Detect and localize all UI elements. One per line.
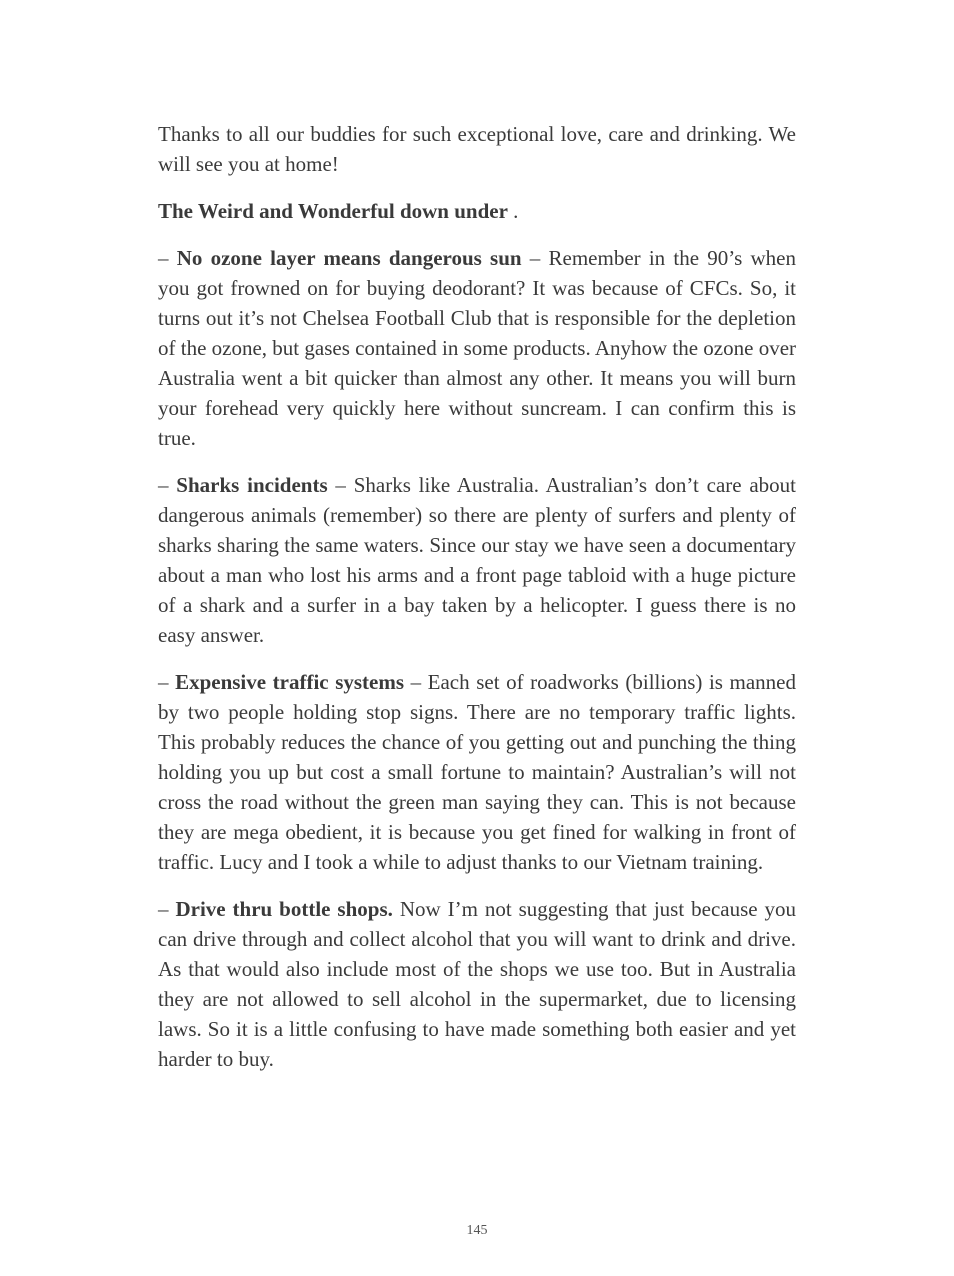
page-body — [158, 119, 796, 1091]
item-paragraph — [158, 667, 796, 877]
item-dash: – — [158, 246, 177, 270]
item-dash: – — [158, 897, 176, 921]
item-paragraph — [158, 894, 796, 1074]
item-dash: – — [158, 670, 176, 694]
item-paragraph — [158, 470, 796, 650]
item-term: Expensive traffic systems — [175, 670, 405, 694]
section-heading-title: The Weird and Wonderful down under — [158, 199, 508, 223]
intro-paragraph: Thanks to all our buddies for such exceptional love, care and drinking. We will see you at home! — [158, 122, 796, 176]
item-text: Now I’m not suggesting that just because you can drive through and collect alcohol that you will want to drink and drive. As that would also include most of the shops we use too. But in Australia they are not allowed to sell alcohol in the supermarket, due to licensing laws. So it is a little confusing to have made something both easier and yet harder to buy. — [158, 897, 797, 1071]
page-number: 145 — [466, 1223, 488, 1238]
section-heading-trail: . — [507, 199, 519, 223]
item-term: Drive thru bottle shops. — [175, 897, 393, 921]
item-text: – Remember in the 90’s when you got frowned on for buying deodorant? It was because of CFCs. So, it turns out it’s not Chelsea Football Club that is responsible for the depletion of the ozone, but gases contained in some products. Anyhow the ozone over Australia went a bit quicker than almost any other. It means you will burn your forehead very quickly here without suncream. I can confirm this is true. — [158, 246, 797, 450]
item-text: – Sharks like Australia. Australian’s don’t care about dangerous animals (remember) so there are plenty of surfers and plenty of sharks sharing the same waters. Since our stay we have seen a documentary about a man who lost his arms and a front page tabloid with a huge picture of a shark and a surfer in a bay taken by a helicopter. I guess there is no easy answer. — [158, 473, 797, 647]
item-text: – Each set of roadworks (billions) is manned by two people holding stop signs. There are no temporary traffic lights. This probably reduces the chance of you getting out and punching the thing holding you up but cost a small fortune to maintain? Australian’s will not cross the road without the green man saying they can. This is not because they are mega obedient, it is because you get fined for walking in front of traffic. Lucy and I took a while to adjust thanks to our Vietnam training. — [158, 670, 796, 874]
item-term: Sharks incidents — [176, 473, 328, 497]
item-dash: – — [158, 473, 177, 497]
section-heading — [158, 196, 796, 226]
item-paragraph — [158, 243, 796, 453]
item-term: No ozone layer means dangerous sun — [176, 246, 522, 270]
